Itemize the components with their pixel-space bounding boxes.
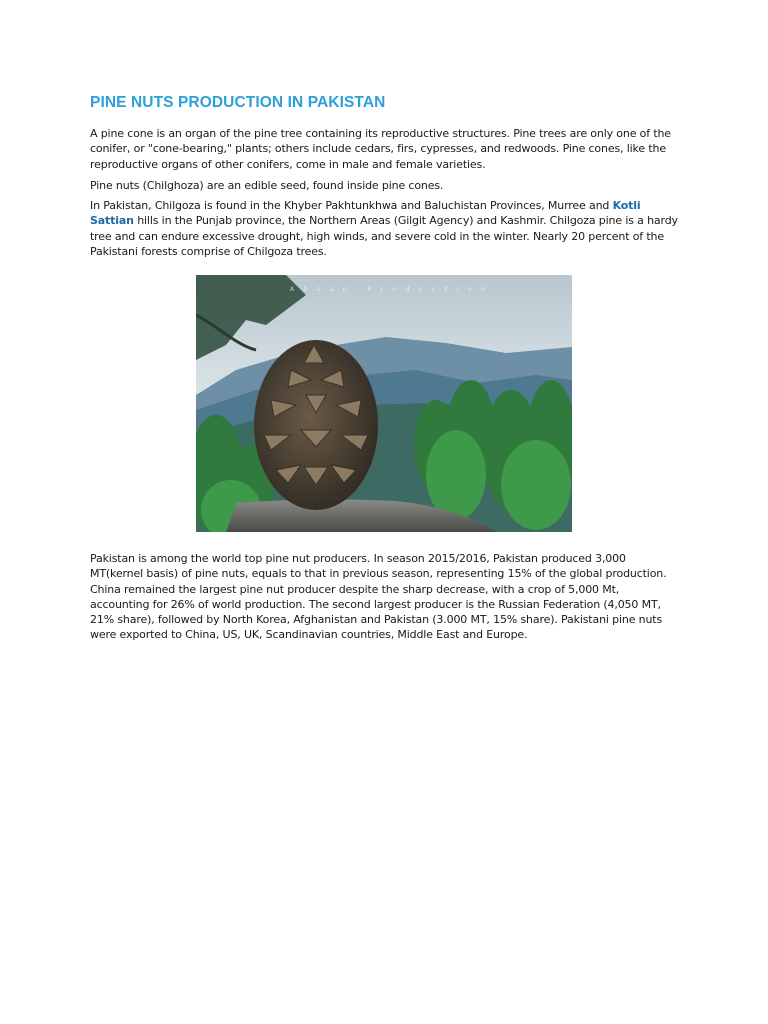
page-title: PINE NUTS PRODUCTION IN PAKISTAN — [90, 94, 386, 111]
distribution-text-before: In Pakistan, Chilgoza is found in the Khyber Pakhtunkhwa and Baluchistan Provinces, Murree and — [90, 199, 610, 212]
pine-cone-photo — [196, 275, 572, 532]
kotli-sattian-link[interactable]: Kotli Sattian — [90, 199, 641, 228]
distribution-paragraph — [90, 198, 680, 259]
intro-paragraph: A pine cone is an organ of the pine tree containing its reproductive structures. Pine trees are only one of the conifer, or "cone-bearing," plants; others include cedars, firs, cypresses, and redwoods. Pine cones, like the reproductive organs of other conifers, come in male and female varieties. — [90, 127, 671, 171]
photo-watermark: Ahsan Production — [290, 286, 495, 293]
pine-nuts-paragraph: Pine nuts (Chilghoza) are an edible seed, found inside pine cones. — [90, 179, 444, 192]
distribution-text-after: hills in the Punjab province, the Northern Areas (Gilgit Agency) and Kashmir. Chilgoza pine is a hardy tree and can endure excessive drought, high winds, and severe cold in the winter. Nearly 20 percent of the Pakistani forests comprise of Chilgoza trees. — [90, 214, 678, 258]
production-paragraph: Pakistan is among the world top pine nut producers. In season 2015/2016, Pakistan produced 3,000 MT(kernel basis) of pine nuts, equals to that in previous season, representing 15% of the global production. China remained the largest pine nut producer despite the sharp decrease, with a crop of 5,000 Mt, accounting for 26% of world production. The second largest producer is the Russian Federation (4,050 MT, 21% share), followed by North Korea, Afghanistan and Pakistan (3.000 MT, 15% share). Pakistani pine nuts were exported to China, US, UK, Scandinavian countries, Middle East and Europe. — [90, 552, 667, 642]
